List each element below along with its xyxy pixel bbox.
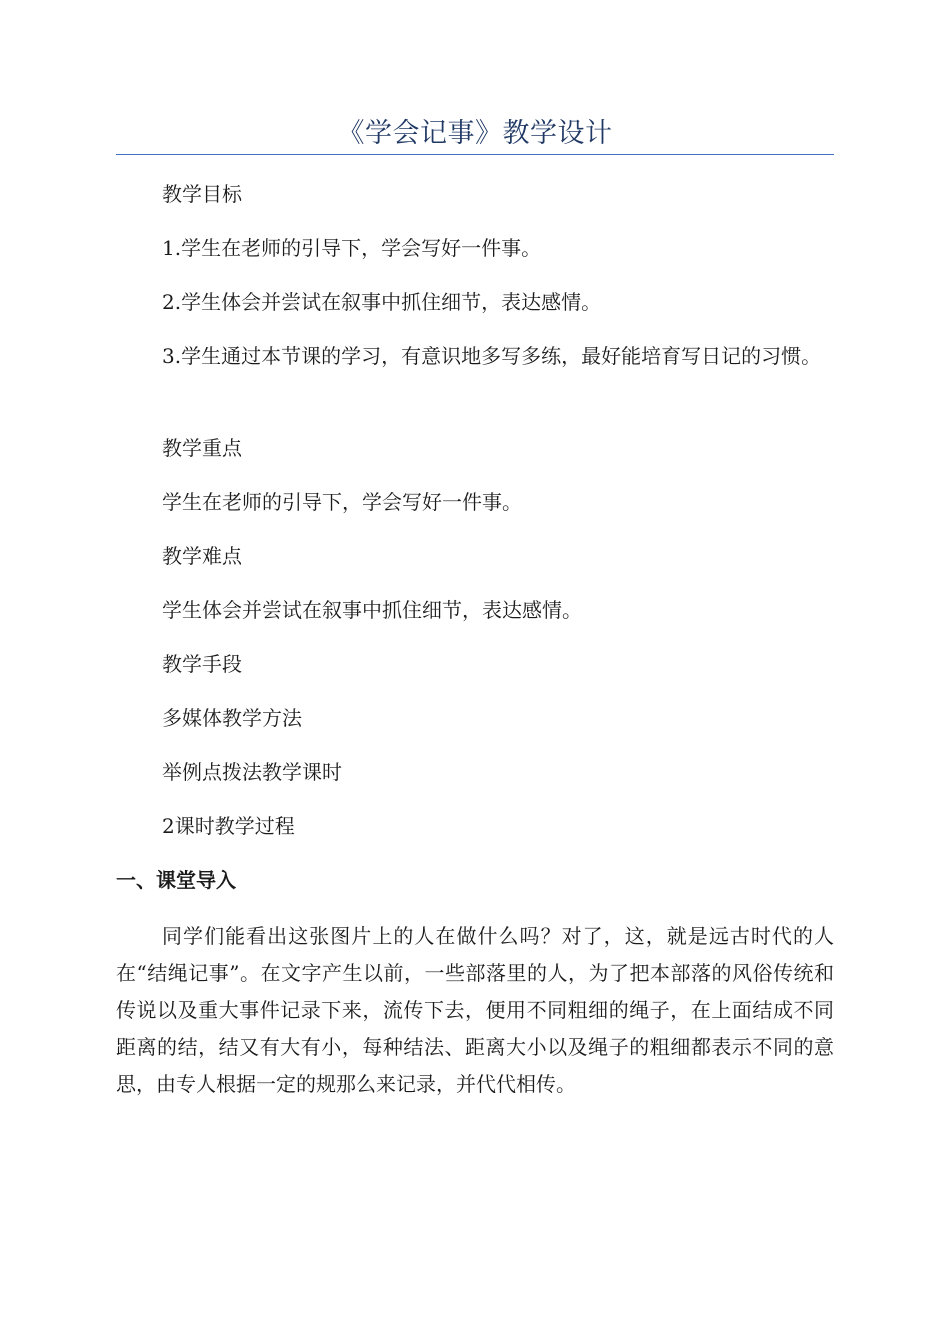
paragraph-class-hours: 2课时教学过程 — [162, 814, 295, 838]
section-heading-introduction: 一、课堂导入 — [116, 868, 236, 892]
document-title: 《学会记事》教学设计 — [337, 118, 613, 149]
paragraph-difficulties: 学生体会并尝试在叙事中抓住细节，表达感情。 — [162, 598, 582, 622]
paragraph-goal-3: 3.学生通过本节课的学习，有意识地多写多练，最好能培育写日记的习惯。 — [162, 344, 822, 368]
title-underline — [116, 154, 834, 155]
paragraph-key-points-heading: 教学重点 — [162, 436, 242, 460]
paragraph-key-points: 学生在老师的引导下，学会写好一件事。 — [162, 490, 522, 514]
paragraph-difficulties-heading: 教学难点 — [162, 544, 242, 568]
paragraph-goal-2: 2.学生体会并尝试在叙事中抓住细节，表达感情。 — [162, 290, 602, 314]
paragraph-example-method: 举例点拨法教学课时 — [162, 760, 342, 784]
paragraph-multimedia-method: 多媒体教学方法 — [162, 706, 302, 730]
paragraph-means-heading: 教学手段 — [162, 652, 242, 676]
paragraph-teaching-goals-heading: 教学目标 — [162, 182, 242, 206]
paragraph-introduction-body: 同学们能看出这张图片上的人在做什么吗？对了，这，就是远古时代的人在“结绳记事”。在文字产生以前，一些部落里的人，为了把本部落的风俗传统和传说以及重大事件记录下来，流传下去，便用不同粗细的绳子，在上面结成不同距离的结，结又有大有小，每种结法、距离大小以及绳子的粗细都表示不同的意思，由专人根据一定的规那么来记录，并代代相传。 — [116, 924, 834, 1096]
paragraph-goal-1: 1.学生在老师的引导下，学会写好一件事。 — [162, 236, 542, 260]
